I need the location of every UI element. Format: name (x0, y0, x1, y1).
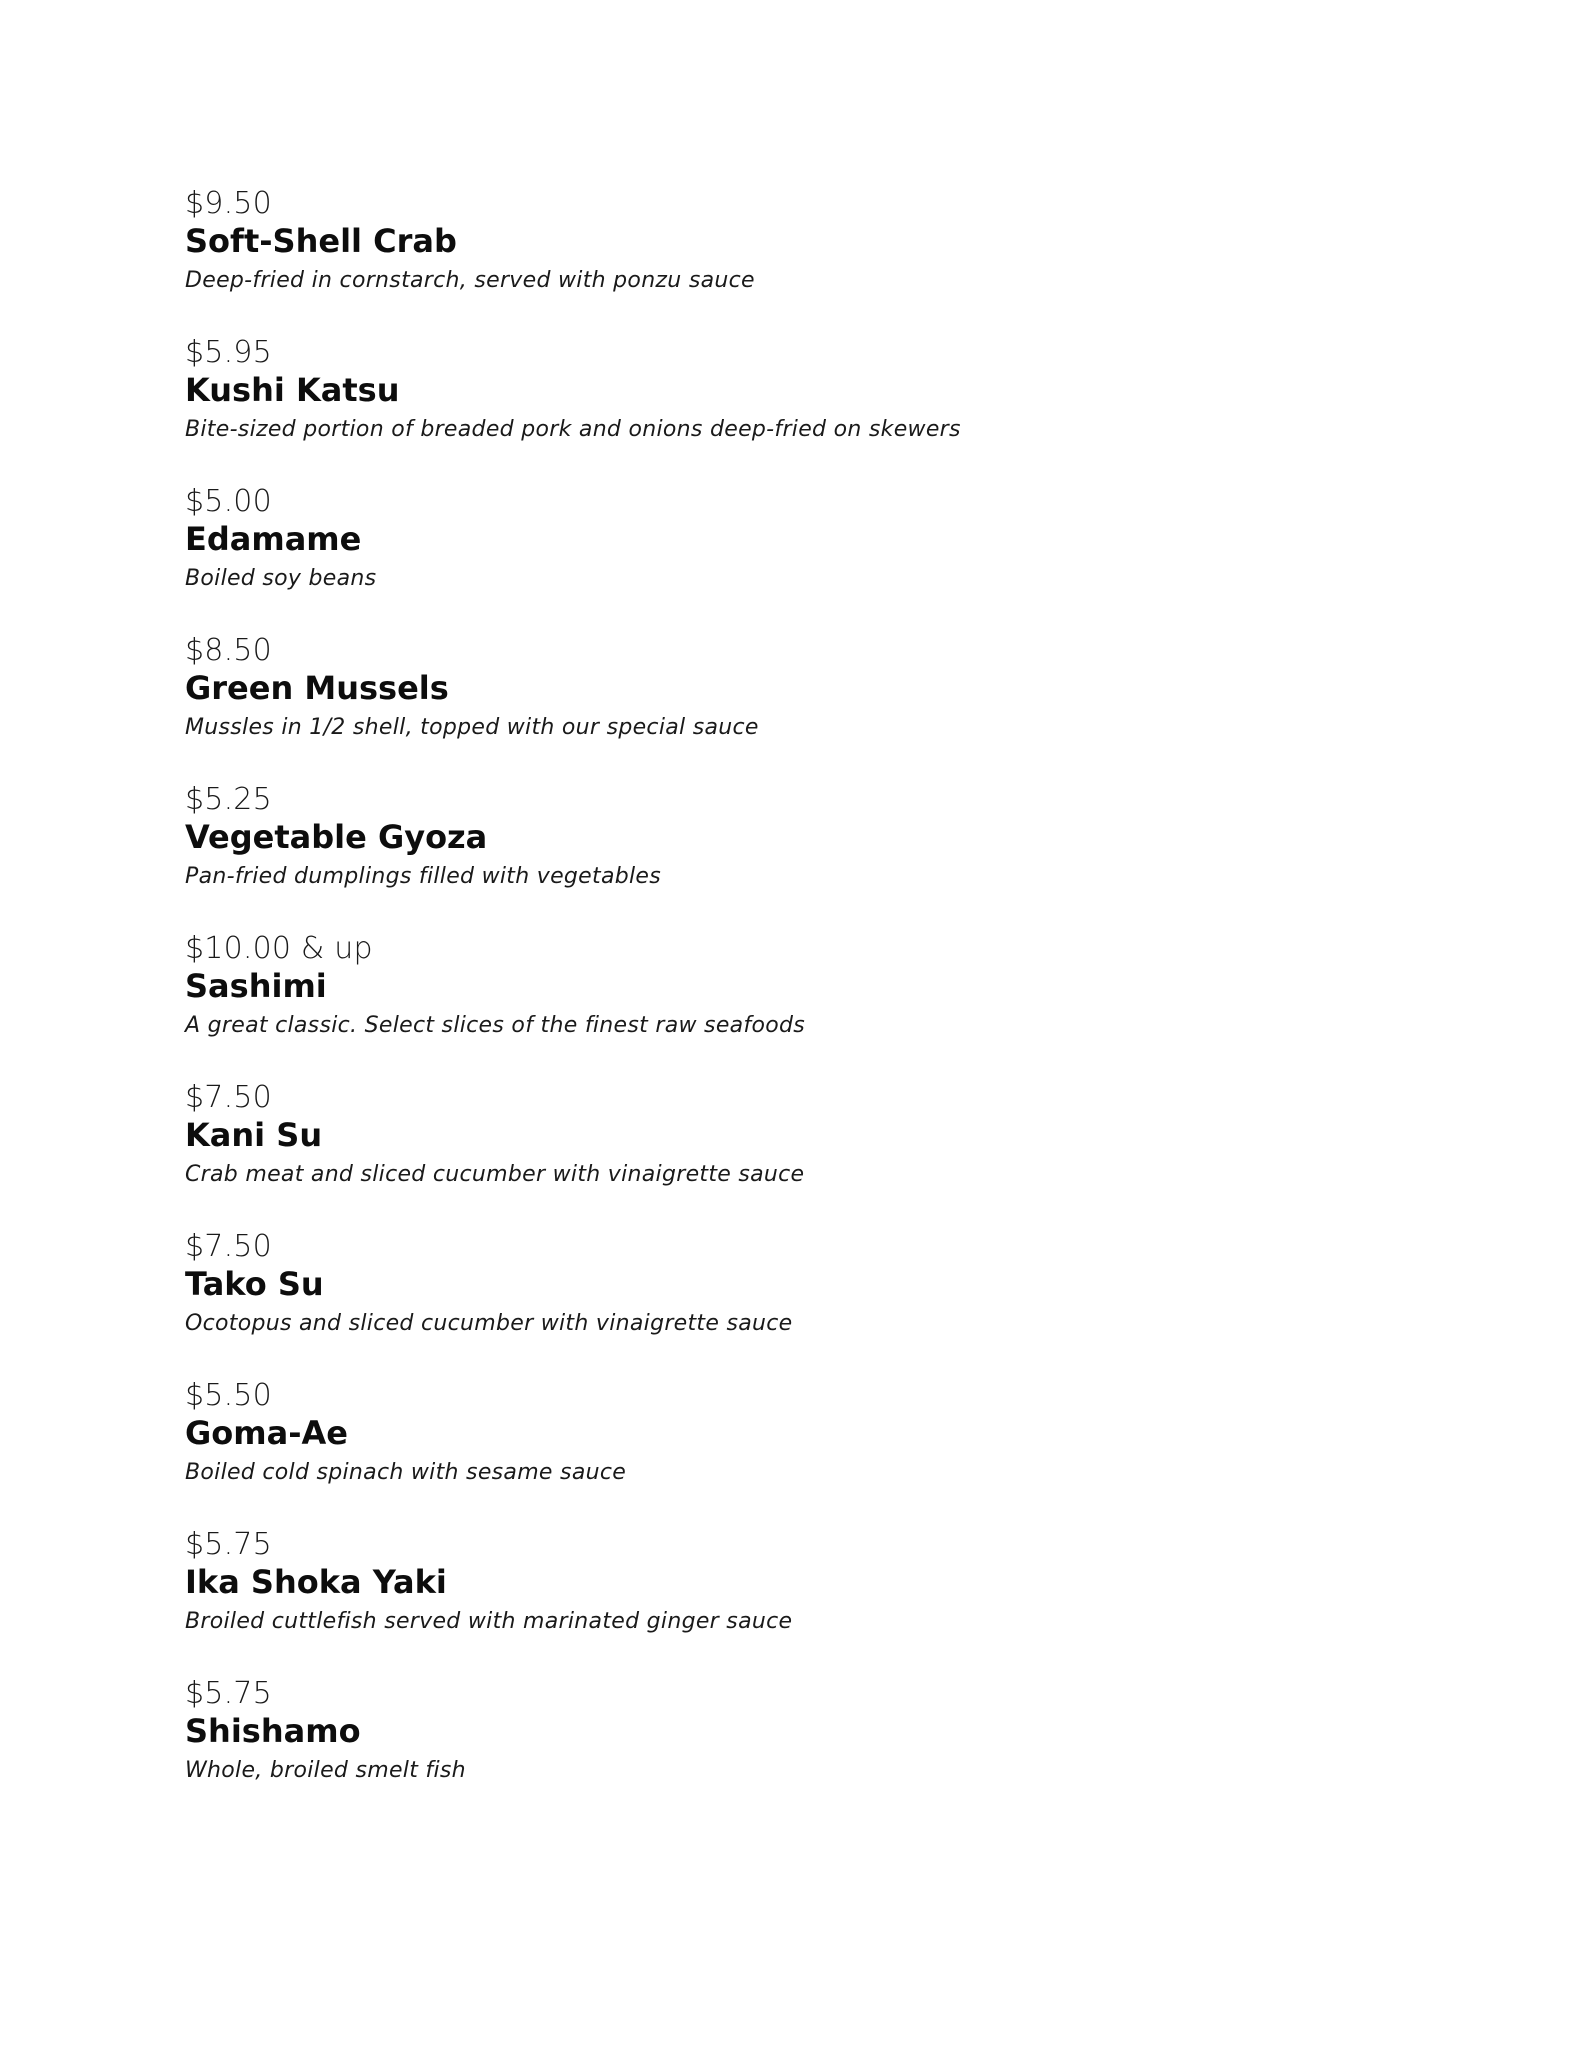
item-name: Kushi Katsu (185, 371, 400, 409)
item-name: Goma-Ae (185, 1414, 348, 1452)
item-description: Boiled soy beans (185, 566, 377, 591)
menu-item (185, 186, 1385, 335)
item-description: Deep-fried in cornstarch, served with ponzu sauce (185, 268, 755, 293)
menu-item (185, 1676, 1385, 1825)
item-price: $8.50 (185, 633, 272, 668)
item-name: Green Mussels (185, 669, 449, 707)
item-description: Bite-sized portion of breaded pork and onions deep-fried on skewers (185, 417, 961, 442)
item-description: Crab meat and sliced cucumber with vinaigrette sauce (185, 1162, 805, 1187)
item-price: $7.50 (185, 1229, 272, 1264)
item-price: $10.00 & up (185, 931, 373, 966)
menu-item (185, 633, 1385, 782)
menu-list (185, 186, 1385, 1825)
item-price: $5.50 (185, 1378, 272, 1413)
item-description: Boiled cold spinach with sesame sauce (185, 1460, 627, 1485)
item-name: Sashimi (185, 967, 327, 1005)
menu-item (185, 1229, 1385, 1378)
menu-item (185, 1527, 1385, 1676)
item-description: Ocotopus and sliced cucumber with vinaigrette sauce (185, 1311, 793, 1336)
item-name: Ika Shoka Yaki (185, 1563, 447, 1601)
item-price: $5.75 (185, 1527, 272, 1562)
item-price: $5.25 (185, 782, 272, 817)
item-name: Edamame (185, 520, 362, 558)
item-name: Soft-Shell Crab (185, 222, 457, 260)
item-price: $5.00 (185, 484, 272, 519)
menu-item (185, 1080, 1385, 1229)
menu-item (185, 335, 1385, 484)
menu-item (185, 782, 1385, 931)
item-name: Vegetable Gyoza (185, 818, 488, 856)
item-description: Pan-fried dumplings filled with vegetables (185, 864, 661, 889)
menu-item (185, 1378, 1385, 1527)
item-description: Whole, broiled smelt fish (185, 1758, 466, 1783)
menu-item (185, 484, 1385, 633)
menu-item (185, 931, 1385, 1080)
item-name: Tako Su (185, 1265, 324, 1303)
item-name: Shishamo (185, 1712, 361, 1750)
item-price: $5.75 (185, 1676, 272, 1711)
item-name: Kani Su (185, 1116, 323, 1154)
item-price: $7.50 (185, 1080, 272, 1115)
item-price: $9.50 (185, 186, 272, 221)
item-description: Broiled cuttlefish served with marinated ginger sauce (185, 1609, 793, 1634)
item-description: Mussles in 1/2 shell, topped with our special sauce (185, 715, 759, 740)
item-description: A great classic. Select slices of the finest raw seafoods (185, 1013, 806, 1038)
item-price: $5.95 (185, 335, 272, 370)
